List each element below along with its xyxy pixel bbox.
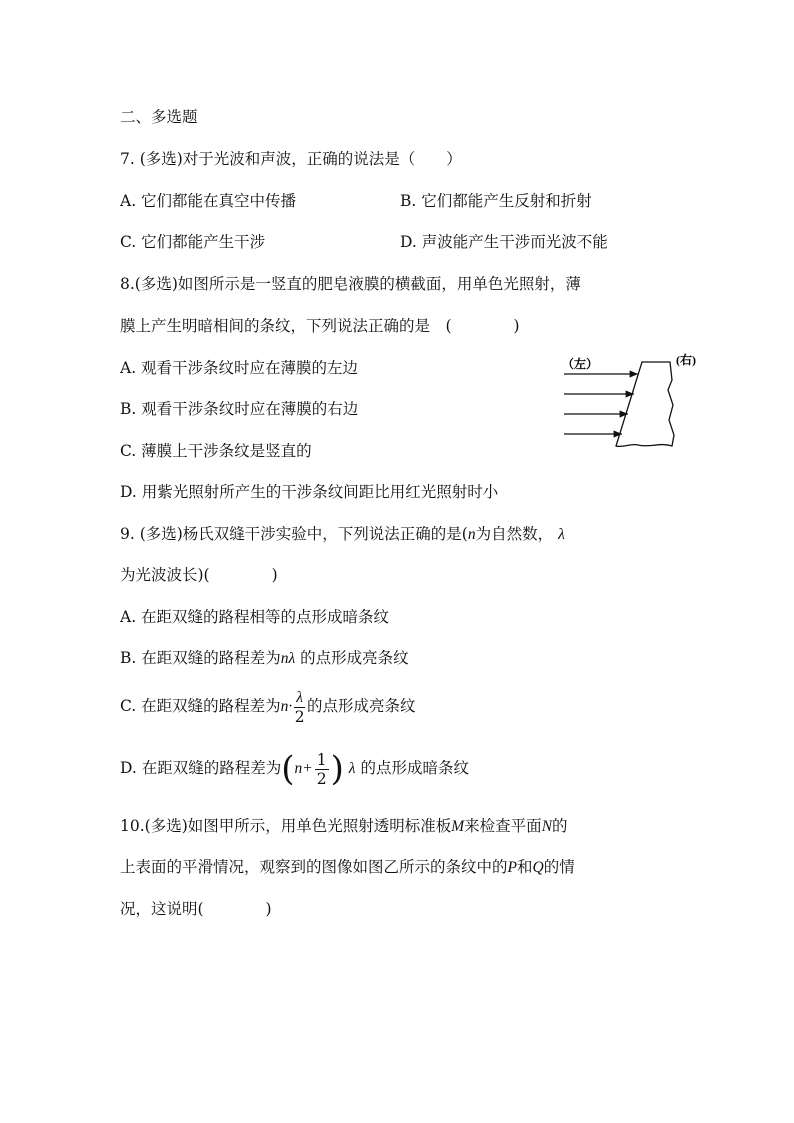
q7-option-a: A. 它们都能在真空中传播 [120,192,297,210]
q9-option-d [120,744,469,793]
q10-n: N [541,818,553,835]
q7-option-d: D. 声波能产生干涉而光波不能 [400,233,608,251]
q9-d-denominator: 2 [316,769,327,788]
q9-option-b [120,647,409,670]
q7-stem: 7. (多选)对于光波和声波，正确的说法是（ ） [120,150,462,168]
q9-stem-n: n [467,526,476,543]
q9-d-fraction [315,751,329,788]
q10-stem-line2 [120,856,575,879]
q9-c-n: n· [280,698,293,715]
q9-option-c [120,682,416,731]
q9-d-numerator: 1 [316,750,327,769]
q7-option-b: B. 它们都能产生反射和折射 [400,192,592,210]
q10-stem-line1 [120,815,568,838]
section-title: 二、多选题 [120,108,198,126]
q9-c-numerator: λ [296,688,304,706]
q9-stem-text-b: 为自然数， [475,525,554,543]
q10-text-c: 的 [552,817,568,835]
q10-q: Q [532,859,544,876]
q8-option-c: C. 薄膜上干涉条纹是竖直的 [120,442,312,460]
q9-stem-text-a: 9. (多选)杨氏双缝干涉实验中，下列说法正确的是( [120,525,468,543]
q10-text-d: 上表面的平滑情况，观察到的图像如图乙所示的条纹中的 [120,858,508,876]
q9-c-fraction [294,689,305,726]
q8-option-a: A. 观看干涉条纹时应在薄膜的左边 [120,359,359,377]
soap-film-figure [560,350,720,460]
q9-option-a: A. 在距双缝的路程相等的点形成暗条纹 [120,608,390,626]
q9-stem-line1 [120,523,565,546]
q8-option-b: B. 观看干涉条纹时应在薄膜的右边 [120,400,359,418]
q9-d-suffix: 的点形成暗条纹 [360,759,469,777]
q8-stem-line1: 8.(多选)如图所示是一竖直的肥皂液膜的横截面，用单色光照射，薄 [120,275,581,293]
q9-b-prefix: B. 在距双缝的路程差为 [120,649,281,667]
q9-d-lparen: ( [281,749,295,789]
q10-p: P [507,859,517,876]
q8-stem-line2: 膜上产生明暗相间的条纹，下列说法正确的是 ( ) [120,317,520,335]
q10-m: M [451,818,465,835]
q9-stem-line2: 为光波波长)( ) [120,566,278,584]
q10-text-a: 10.(多选)如图甲所示，用单色光照射透明标准板 [120,817,452,835]
q10-stem-line3: 况，这说明( ) [120,900,272,918]
q9-c-suffix: 的点形成亮条纹 [307,697,416,715]
q9-c-denominator: 2 [294,707,305,726]
figure-label-left: （左） [562,357,599,371]
q9-d-n: n+ [294,760,313,777]
q10-text-f: 的情 [543,858,575,876]
q10-text-b: 来检查平面 [464,817,542,835]
film-outline [616,362,674,446]
q10-text-e: 和 [516,858,533,876]
q9-b-suffix: 的点形成亮条纹 [300,649,409,667]
figure-label-right: (右) [676,353,696,367]
q9-c-prefix: C. 在距双缝的路程差为 [120,697,281,715]
q9-d-prefix: D. 在距双缝的路程差为 [120,759,282,777]
q9-stem-lambda: λ [558,526,565,543]
q7-option-c: C. 它们都能产生干涉 [120,233,266,251]
q8-option-d: D. 用紫光照射所产生的干涉条纹间距比用红光照射时小 [120,483,499,501]
q9-d-rparen: ) [330,749,344,789]
q9-b-math: nλ [280,650,296,667]
q9-d-lambda: λ [348,760,356,777]
